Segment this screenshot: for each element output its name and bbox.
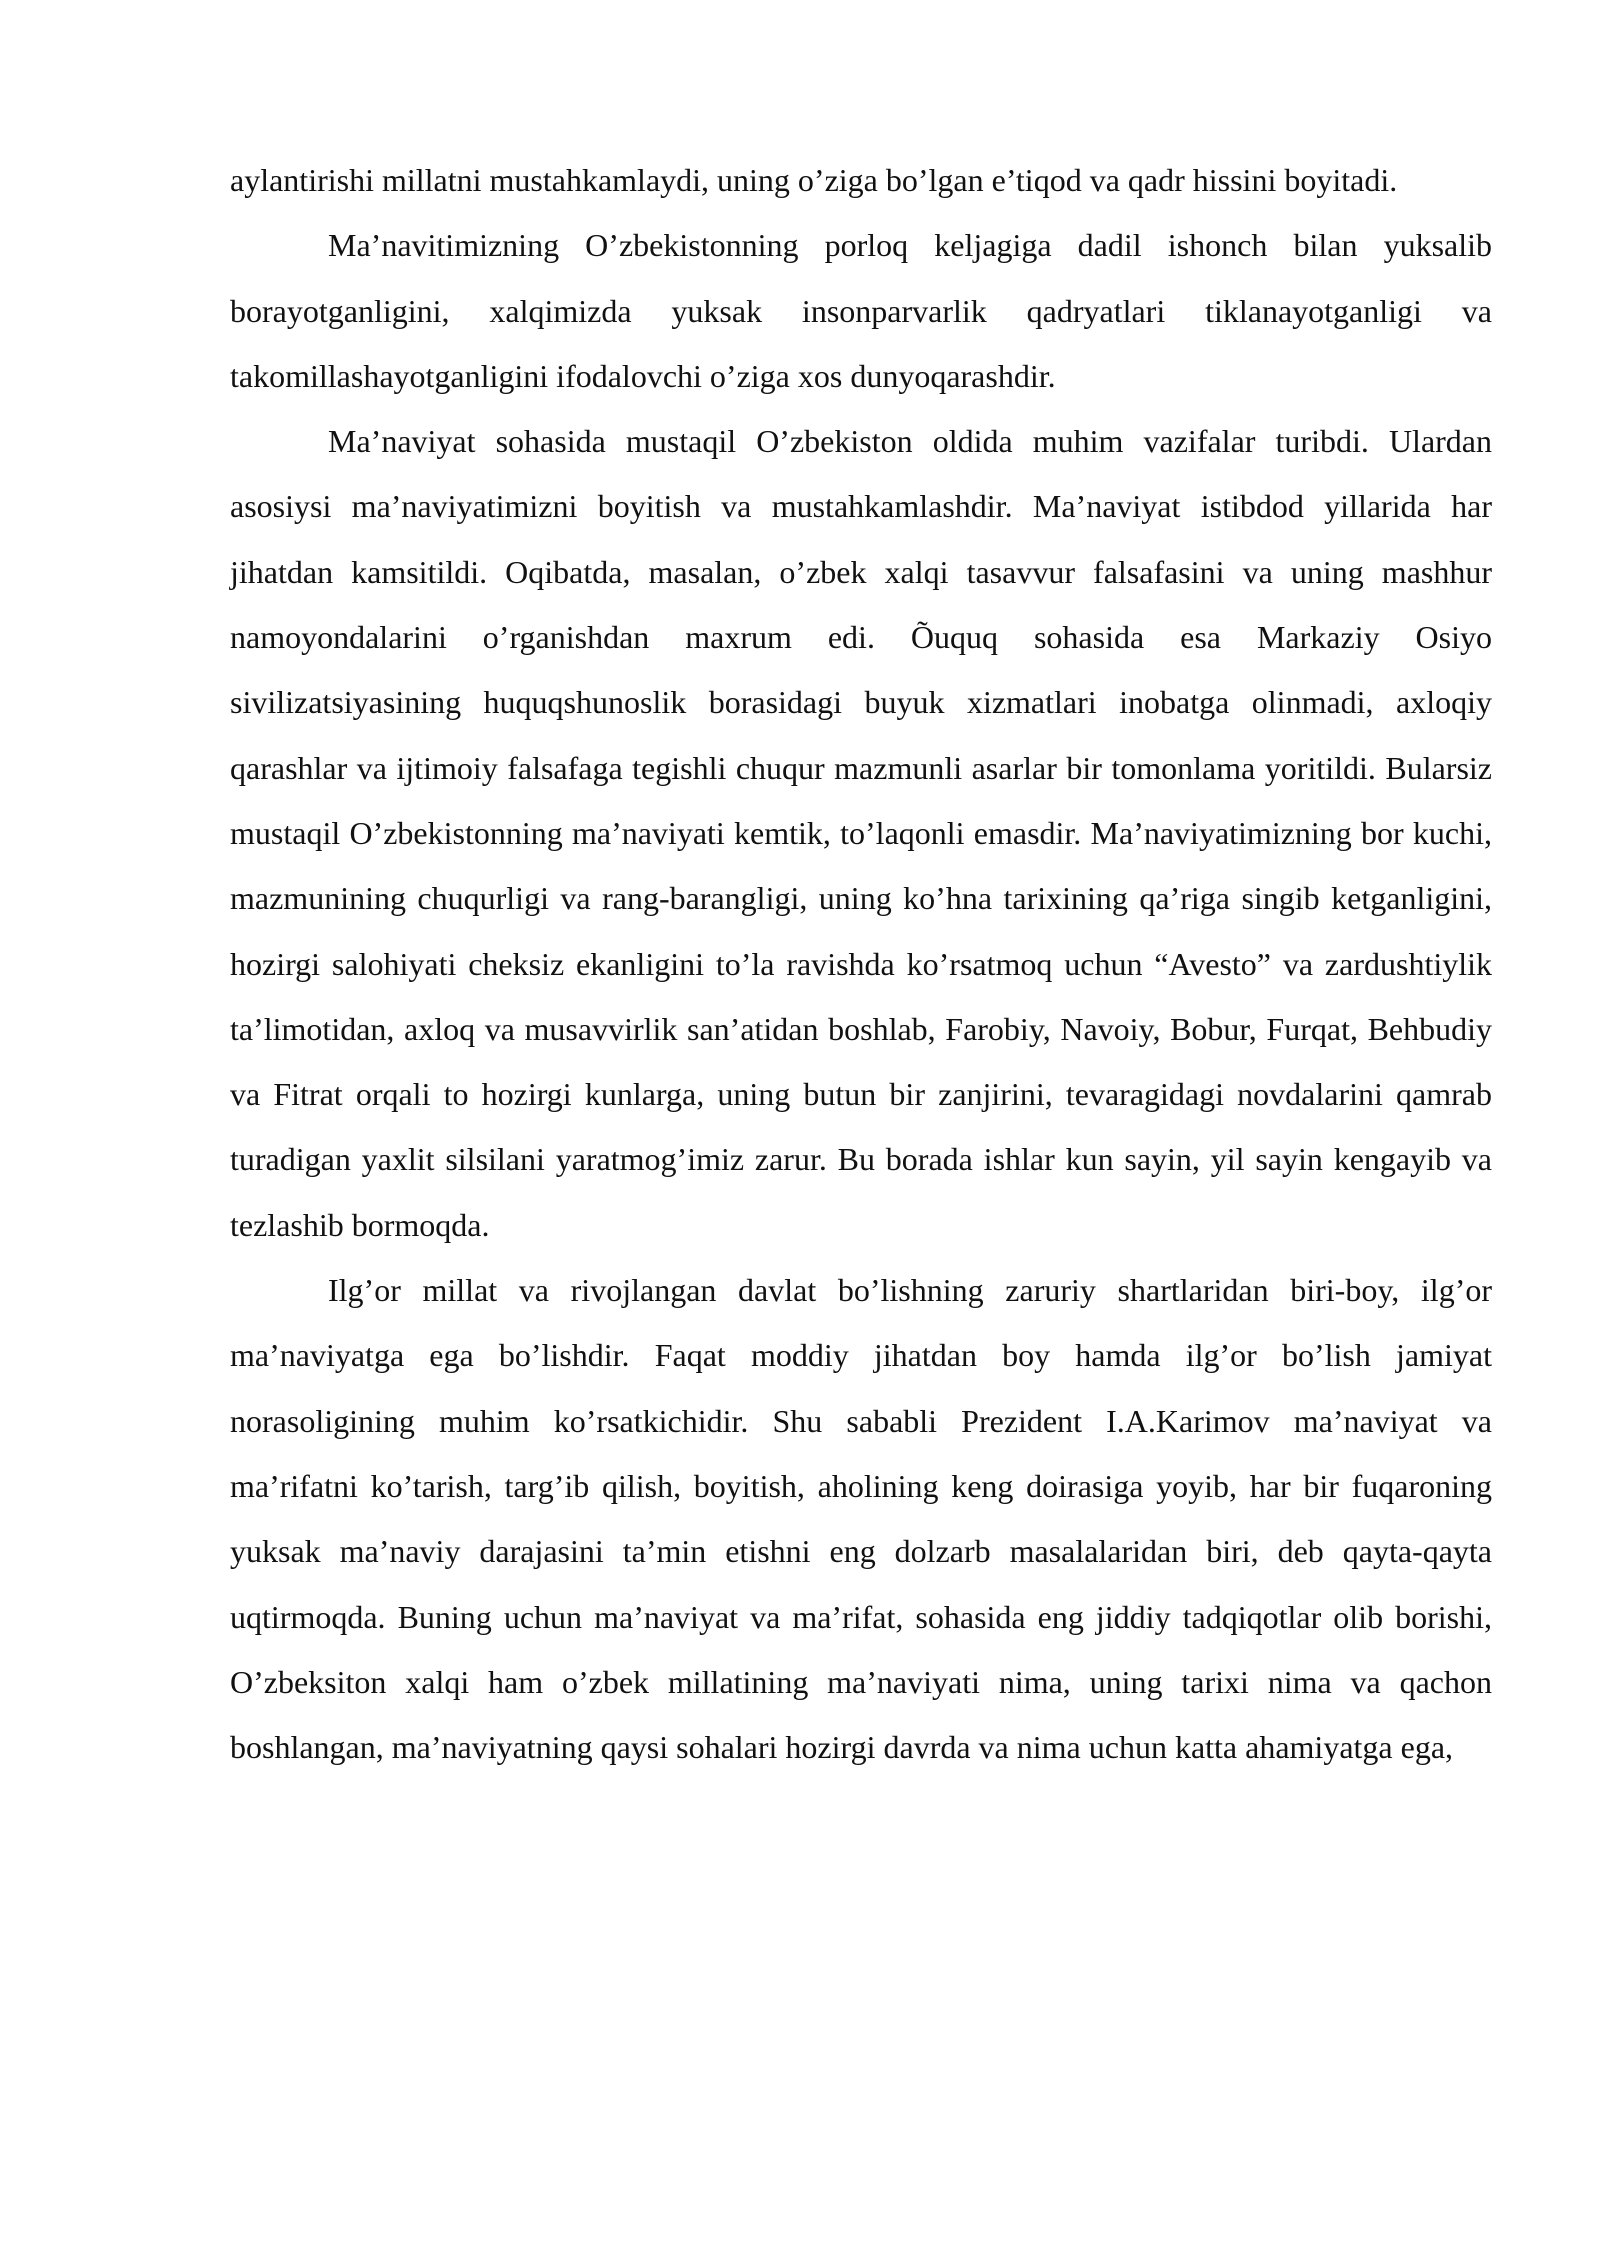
- paragraph-4: Ilg’or millat va rivojlangan davlat bo’lishning zaruriy shartlaridan biri-boy, ilg’or ma’naviyatga ega bo’lishdir. Faqat moddiy jihatdan boy hamda ilg’or bo’lish jamiyat norasoligining muhim ko’rsatkichidir. Shu sababli Prezident I.A.Karimov ma’naviyat va ma’rifatni ko’tarish, targ’ib qilish, boyitish, aholining keng doirasiga yoyib, har bir fuqaroning yuksak ma’naviy darajasini ta’min etishni eng dolzarb masalalaridan biri, deb qayta-qayta uqtirmoqda. Buning uchun ma’naviyat va ma’rifat, sohasida eng jiddiy tadqiqotlar olib borishi, O’zbeksiton xalqi ham o’zbek millatining ma’naviyati nima, uning tarixi nima va qachon boshlangan, ma’naviyatning qaysi sohalari hozirgi davrda va nima uchun katta ahamiyatga ega,: [230, 1272, 1492, 1766]
- paragraph-3: Ma’naviyat sohasida mustaqil O’zbekiston oldida muhim vazifalar turibdi. Ulardan asosiysi ma’naviyatimizni boyitish va mustahkamlashdir. Ma’naviyat istibdod yillarida har jihatdan kamsitildi. Oqibatda, masalan, o’zbek xalqi tasavvur falsafasini va uning mashhur namoyondalarini o’rganishdan maxrum edi. Õuquq sohasida esa Markaziy Osiyo sivilizatsiyasining huquqshunoslik borasidagi buyuk xizmatlari inobatga olinmadi, axloqiy qarashlar va ijtimoiy falsafaga tegishli chuqur mazmunli asarlar bir tomonlama yoritildi. Bularsiz mustaqil O’zbekistonning ma’naviyati kemtik, to’laqonli emasdir. Ma’naviyatimizning bor kuchi, mazmunining chuqurligi va rang-barangligi, uning ko’hna tarixining qa’riga singib ketganligini, hozirgi salohiyati cheksiz ekanligini to’la ravishda ko’rsatmoq uchun “Avesto” va zardushtiylik ta’limotidan, axloq va musavvirlik san’atidan boshlab, Farobiy, Navoiy, Bobur, Furqat, Behbudiy va Fitrat orqali to hozirgi kunlarga, uning butun bir zanjirini, tevaragidagi novdalarini qamrab turadigan yaxlit silsilani yaratmog’imiz zarur. Bu borada ishlar kun sayin, yil sayin kengayib va tezlashib bormoqda.: [230, 423, 1492, 1243]
- document-body: [230, 148, 1492, 1780]
- paragraph-1: aylantirishi millatni mustahkamlaydi, uning o’ziga bo’lgan e’tiqod va qadr hissini boyitadi.: [230, 162, 1398, 198]
- paragraph-2: Ma’navitimizning O’zbekistonning porloq keljagiga dadil ishonch bilan yuksalib borayotganligini, xalqimizda yuksak insonparvarlik qadryatlari tiklanayotganligi va takomillashayotganligini ifodalovchi o’ziga xos dunyoqarashdir.: [230, 227, 1492, 394]
